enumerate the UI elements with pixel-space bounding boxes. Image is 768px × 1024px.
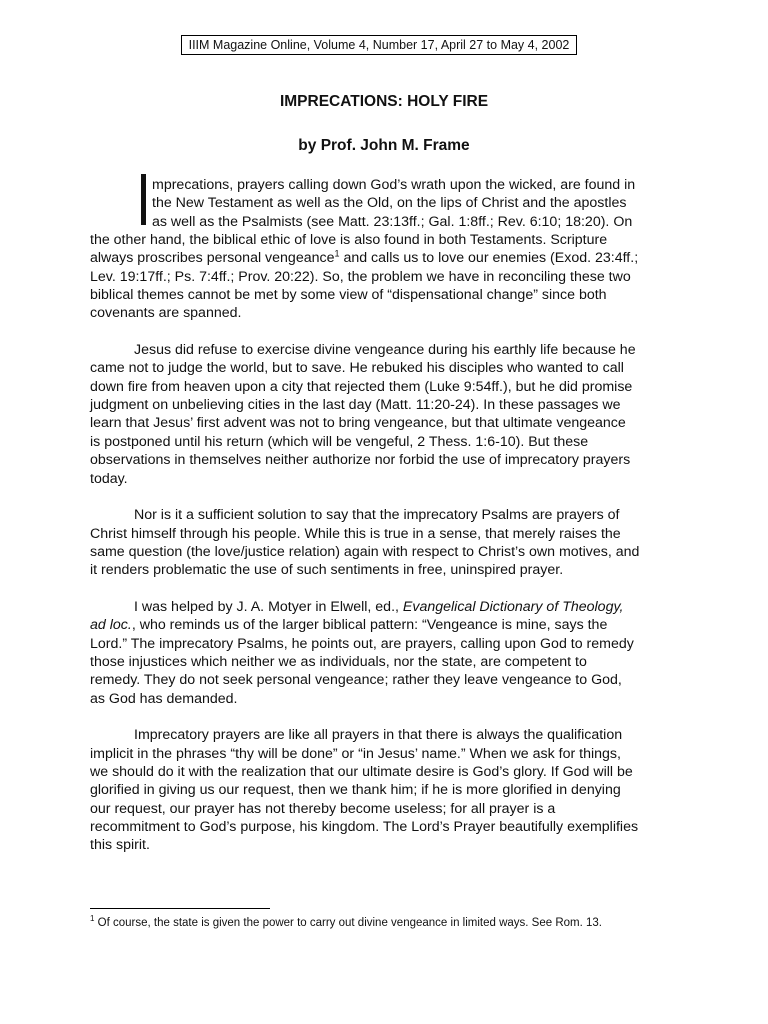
citation-header: IIIM Magazine Online, Volume 4, Number 17, April 27 to May 4, 2002 — [181, 35, 577, 55]
footnote-ref-1[interactable]: 1 — [334, 248, 340, 259]
paragraph-5: Imprecatory prayers are like all prayers in that there is always the qualification implicit in the phrases “thy will be done” or “in Jesus’ name.” When we ask for things, we should do it with the realization that our ultimate desire is God’s glory. If God will be glorified in giving us our request, then we thank him; if he is more glorified in denying our request, our prayer has not thereby become useless; for all prayer is a recommitment to God’s purpose, his kingdom. The Lord’s Prayer beautifully exemplifies this spirit. — [90, 727, 639, 854]
paragraph-3: Nor is it a sufficient solution to say that the imprecatory Psalms are prayers of Christ himself through his people. While this is true in a sense, that merely raises the same question (the love/justice relation) again with respect to Christ’s own motives, and it renders problematic the use of such sentiments in free, uninspired prayer. — [90, 507, 640, 579]
article-body — [90, 176, 680, 873]
paragraph-1: mprecations, prayers calling down God’s wrath upon the wicked, are found in the New Testament as well as the Old, on the lips of Christ and the apostles as well as the Psalmists (see Matt. 23:13ff.; Gal. 1:8ff.; Rev. 6:10; 18:20). On the other hand, the biblical ethic of love is also found in both Testaments. Scripture always proscribes personal vengeance$^1$ and calls us to love our enemies (Exod. 23:4ff.; Lev. 19:17ff.; Ps. 7:4ff.; Prov. 20:22). So, the problem we have in reconciling these two biblical themes cannot be met by some view of “dispensational change” since both covenants are spanned. — [90, 176, 680, 323]
footnote-1: $^1$ Of course, the state is given the power to carry out divine vengeance in limited ways. See Rom. 13. — [90, 914, 602, 929]
article-byline: by Prof. John M. Frame — [298, 137, 470, 154]
paragraph-2: Jesus did refuse to exercise divine vengeance during his earthly life because he came not to judge the world, but to save. He rebuked his disciples who wanted to call down fire from heaven upon a city that rejected them (Luke 9:54ff.), but he did promise judgment on unbelieving cities in the last day (Matt. 11:20-24). In these passages we learn that Jesus’ first advent was not to bring vengeance, but that ultimate vengeance is postponed until his return (which will be vengeful, 2 Thess. 1:6-10). But these observations in themselves neither authorize nor forbid the use of imprecatory prayers today. — [90, 342, 636, 487]
paragraph-4: I was helped by J. A. Motyer in Elwell, ed., Evangelical Dictionary of Theology, ad loc., who reminds us of the larger biblical pattern: “Vengeance is mine, says the Lord.” The imprecatory Psalms, he points out, are prayers, calling upon God to remedy those injustices which neither we as individuals, nor the state, are competent to remedy. They do not seek personal vengeance; rather they leave vengeance to God, as God has demanded. — [90, 598, 634, 707]
drop-cap-i — [90, 176, 152, 228]
book-title: Evangelical Dictionary of Theology, — [402, 598, 624, 615]
footnote-divider — [90, 908, 270, 909]
article-title: IMPRECATIONS: HOLY FIRE — [279, 93, 489, 110]
